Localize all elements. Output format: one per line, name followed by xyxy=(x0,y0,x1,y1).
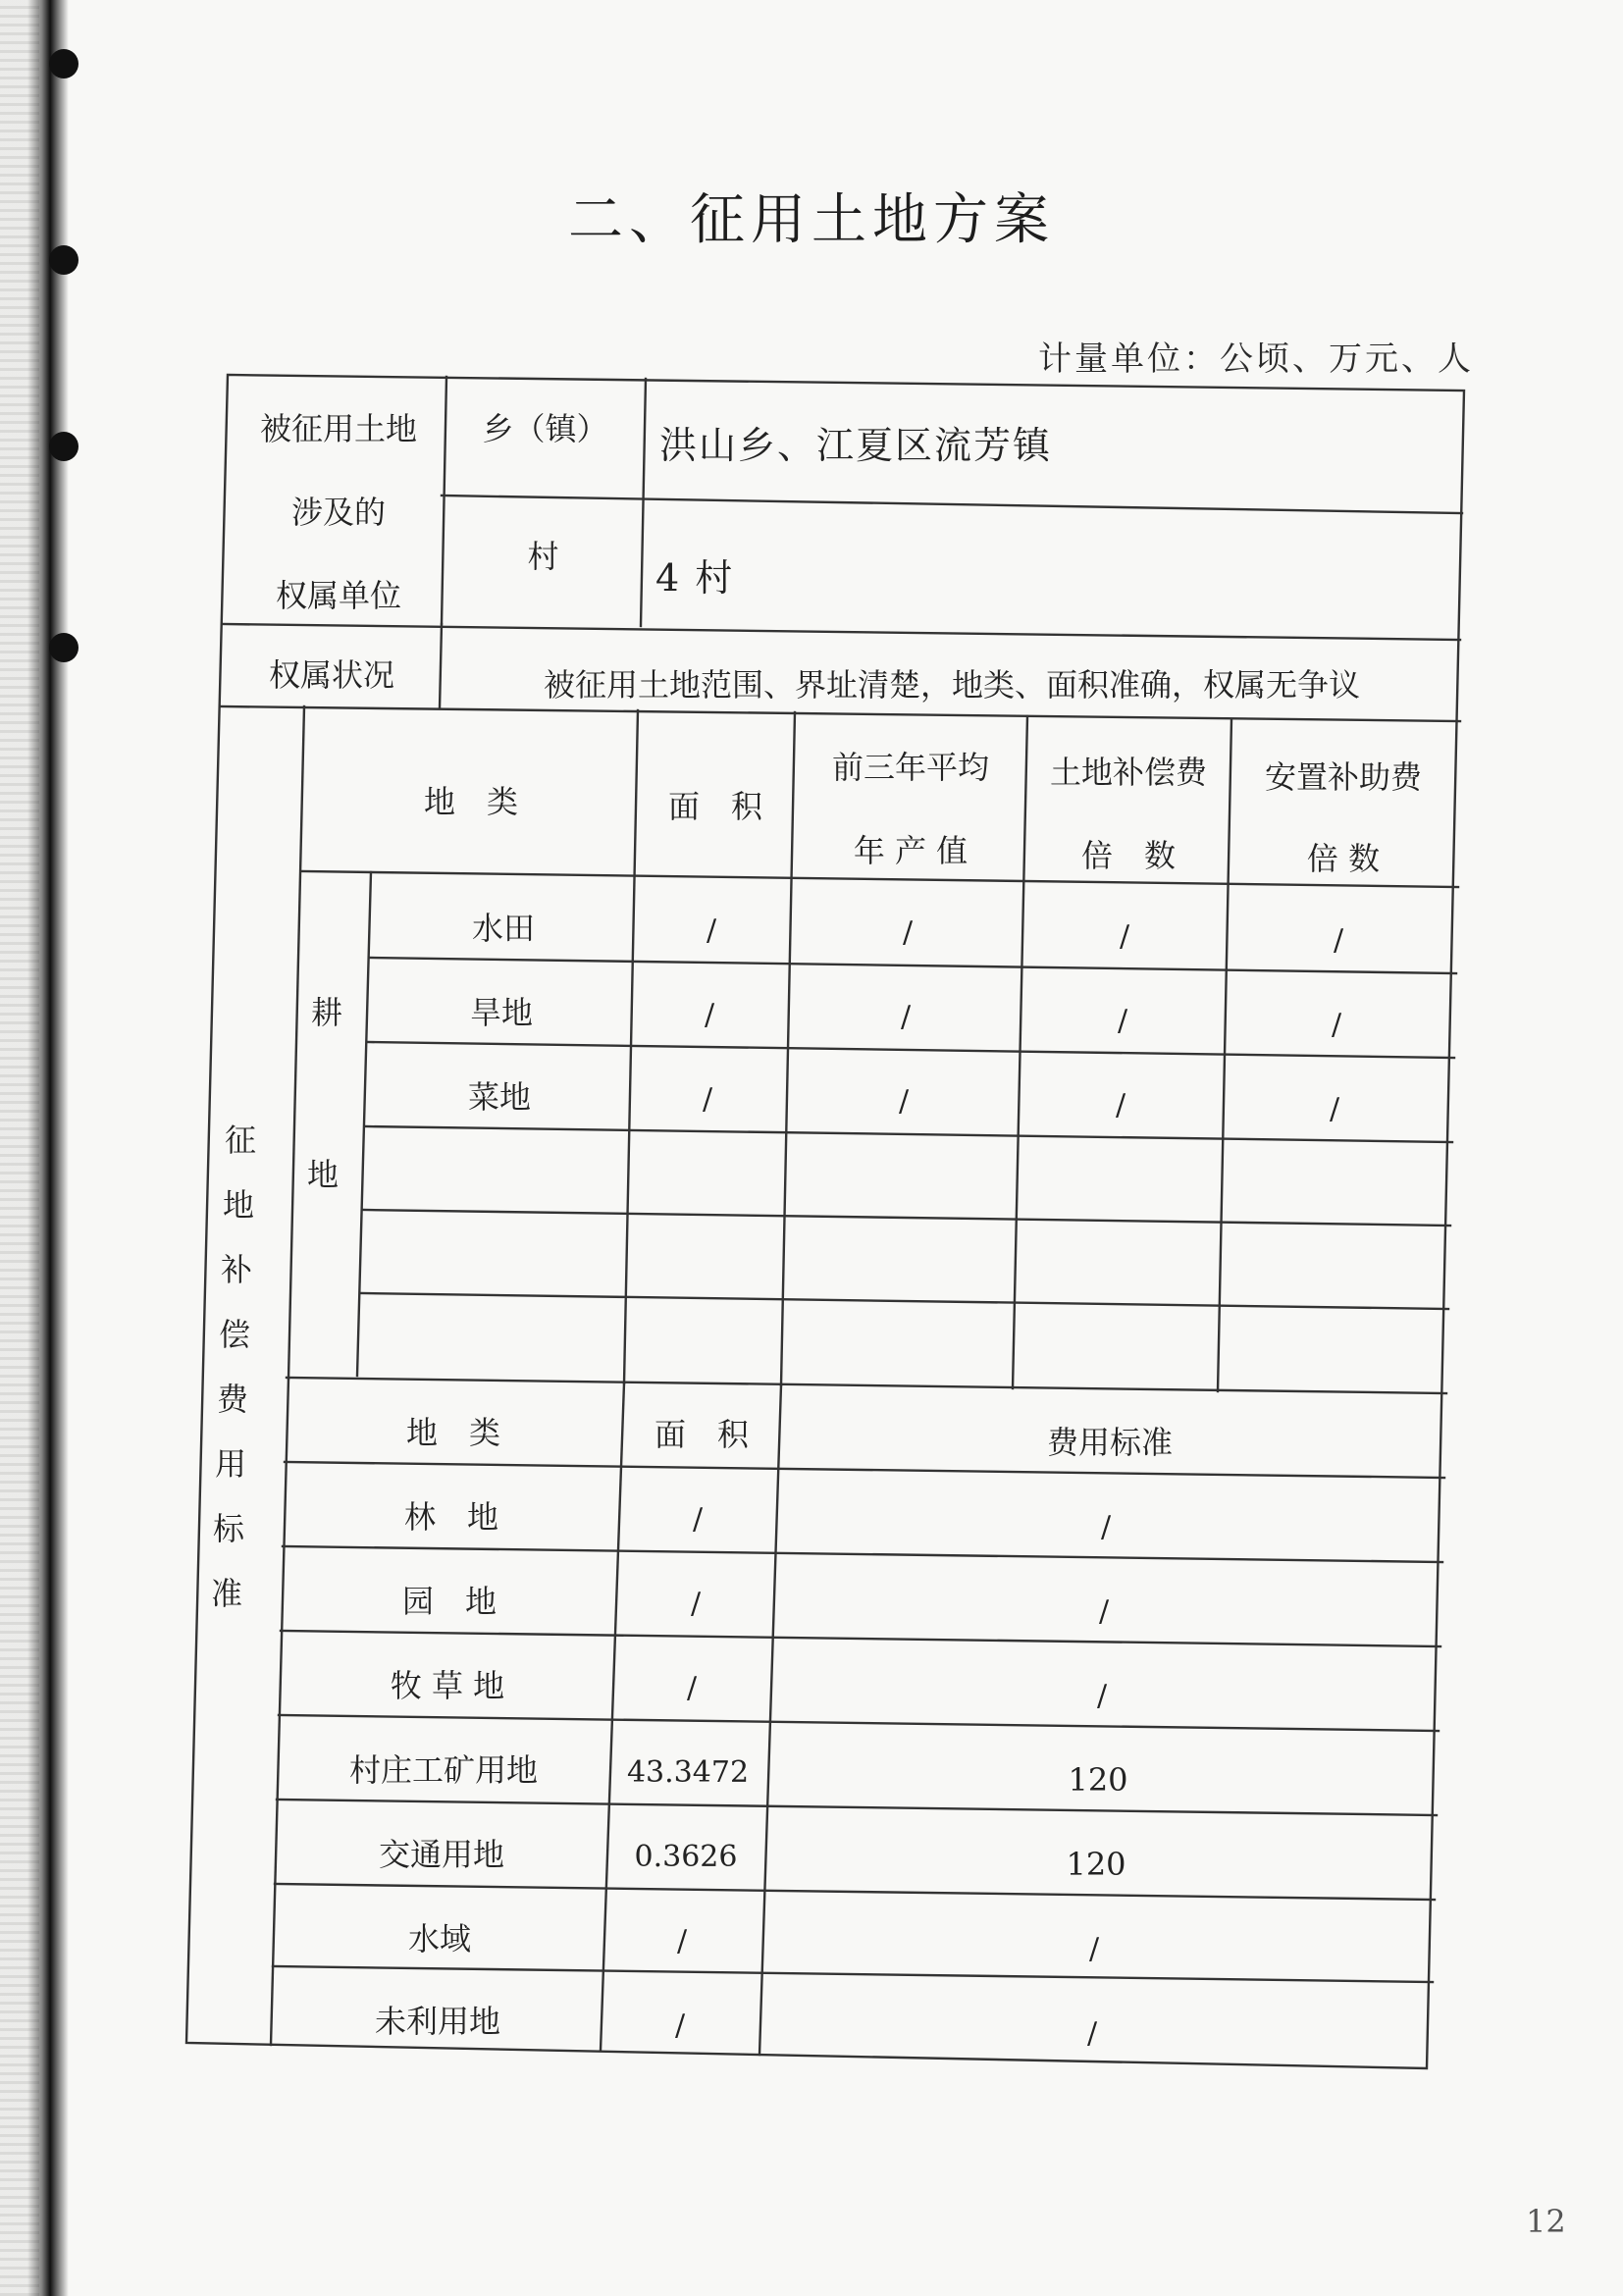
other-row-standard: 120 xyxy=(1066,1846,1126,1883)
other-row-area: / xyxy=(686,1670,698,1705)
arable-row-avg: / xyxy=(902,914,914,950)
page-number: 12 xyxy=(1526,2203,1566,2240)
arable-header-land-type: 地 类 xyxy=(423,783,518,820)
other-row-standard: / xyxy=(1086,2015,1098,2051)
other-row-standard: / xyxy=(1096,1678,1108,1713)
arable-row-area: / xyxy=(706,913,717,948)
owner-unit-label-3: 权属单位 xyxy=(275,577,401,614)
owner-unit-label-2: 涉及的 xyxy=(290,494,386,531)
arable-row-resettle: / xyxy=(1333,922,1344,958)
arable-row-avg: / xyxy=(898,1083,910,1119)
arable-row-area: / xyxy=(704,997,715,1032)
township-label: 乡（镇） xyxy=(482,410,608,447)
other-header-standard: 费用标准 xyxy=(1046,1424,1173,1461)
arable-header-resettle-1: 安置补助费 xyxy=(1264,758,1422,796)
side-label-char: 用 xyxy=(214,1445,246,1483)
arable-header-area: 面 积 xyxy=(667,788,762,825)
township-value: 洪山乡、江夏区流芳镇 xyxy=(659,423,1053,467)
other-row-standard: / xyxy=(1088,1931,1100,1966)
arable-group-label-top: 耕 xyxy=(310,994,342,1031)
other-row-area: / xyxy=(690,1586,702,1621)
village-label: 村 xyxy=(527,538,559,575)
page-title: 二、征用土地方案 xyxy=(568,188,1055,252)
other-row-area: / xyxy=(692,1501,704,1537)
arable-header-comp-1: 土地补偿费 xyxy=(1049,754,1207,791)
unit-note: 计量单位：公顷、万元、人 xyxy=(1038,339,1474,379)
side-label-char: 费 xyxy=(216,1381,248,1418)
arable-row-type: 水田 xyxy=(471,910,535,947)
other-row-area: 43.3472 xyxy=(626,1754,750,1790)
side-label-char: 标 xyxy=(212,1510,244,1547)
arable-row-resettle: / xyxy=(1331,1007,1342,1042)
other-row-type: 水域 xyxy=(407,1920,471,1957)
arable-row-comp: / xyxy=(1115,1087,1126,1122)
ownership-value: 被征用土地范围、界址清楚，地类、面积准确，权属无争议 xyxy=(543,666,1360,704)
side-label-char: 准 xyxy=(210,1575,242,1612)
arable-row-comp: / xyxy=(1117,1003,1128,1038)
other-row-type: 交通用地 xyxy=(378,1836,504,1873)
other-row-standard: 120 xyxy=(1068,1761,1128,1799)
ownership-label: 权属状况 xyxy=(268,656,394,694)
village-value: 4 村 xyxy=(655,555,735,600)
other-row-area: 0.3626 xyxy=(634,1839,738,1874)
arable-header-avg-1: 前三年平均 xyxy=(831,749,989,786)
owner-unit-label-1: 被征用土地 xyxy=(259,410,417,447)
other-header-area: 面 积 xyxy=(654,1416,749,1453)
arable-row-type: 菜地 xyxy=(467,1078,531,1116)
side-label-char: 补 xyxy=(220,1251,252,1288)
other-row-area: / xyxy=(676,1923,688,1958)
other-row-type: 未利用地 xyxy=(374,2003,500,2040)
other-header-land-type: 地 类 xyxy=(405,1414,500,1451)
other-row-type: 园 地 xyxy=(401,1583,497,1620)
side-label-char: 征 xyxy=(224,1122,256,1159)
other-row-standard: / xyxy=(1098,1593,1110,1629)
arable-row-type: 旱地 xyxy=(469,994,533,1031)
arable-header-comp-2: 倍 数 xyxy=(1080,837,1176,874)
other-row-type: 林 地 xyxy=(403,1498,498,1536)
side-label-char: 偿 xyxy=(218,1316,250,1353)
arable-header-avg-2: 年 产 值 xyxy=(853,832,969,869)
arable-row-resettle: / xyxy=(1329,1091,1340,1126)
arable-row-avg: / xyxy=(900,999,912,1034)
arable-row-area: / xyxy=(702,1081,713,1117)
other-row-area: / xyxy=(674,2008,686,2043)
other-row-type: 牧 草 地 xyxy=(390,1667,505,1704)
other-row-standard: / xyxy=(1100,1509,1112,1544)
other-row-type: 村庄工矿用地 xyxy=(348,1751,538,1789)
arable-group-label-bottom: 地 xyxy=(306,1156,339,1193)
side-label-char: 地 xyxy=(222,1186,254,1224)
arable-row-comp: / xyxy=(1119,918,1130,954)
arable-header-resettle-2: 倍 数 xyxy=(1306,840,1381,877)
